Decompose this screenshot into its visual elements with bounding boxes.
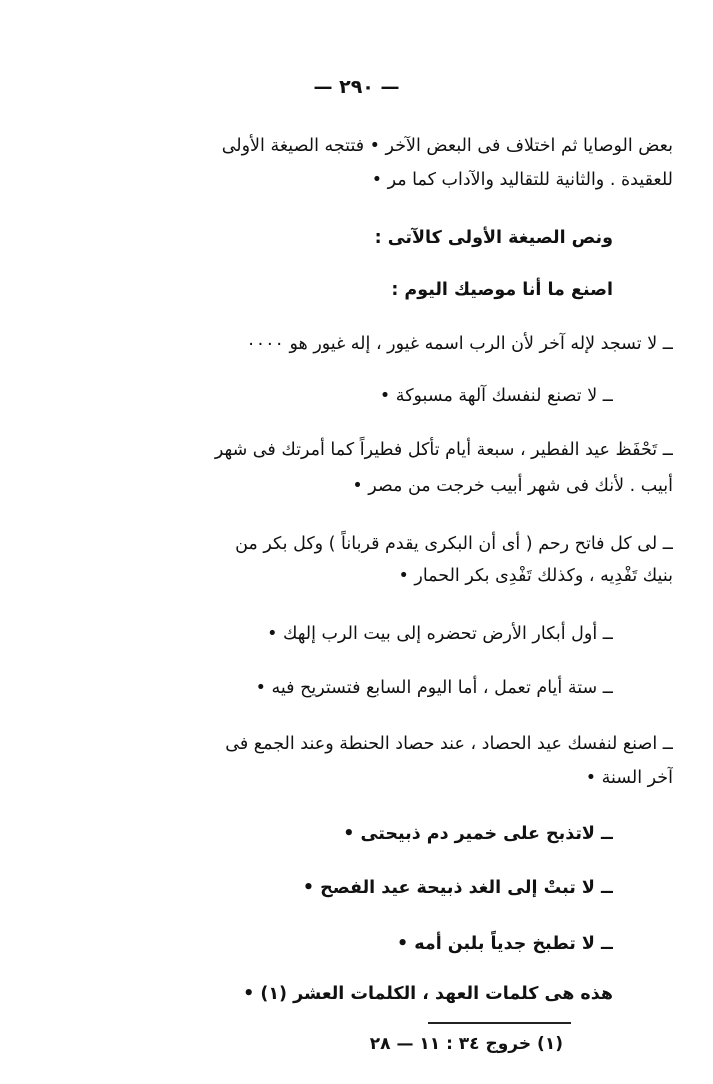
footnote: (١) خروج ٣٤ : ١١ — ٢٨ bbox=[369, 1034, 563, 1054]
text-line: ــ لا تسجد لإله آخر لأن الرب اسمه غيور ، إله غيور هو ٠٠٠٠ bbox=[246, 334, 673, 354]
page-number: — ٢٩٠ — bbox=[313, 76, 400, 98]
text-line: ــ أول أبكار الأرض تحضره إلى بيت الرب إلهك • bbox=[267, 624, 613, 644]
text-line: ــ لا تصنع لنفسك آلهة مسبوكة • bbox=[379, 386, 613, 406]
text-line: ــ ستة أيام تعمل ، أما اليوم السابع فتستريح فيه • bbox=[255, 678, 613, 698]
text-line: ــ لا تطبخ جدياً بلبن أمه • bbox=[396, 934, 613, 954]
text-line: بنيك تَفْدِيه ، وكذلك تَفْدِى بكر الحمار • bbox=[398, 566, 673, 586]
text-line: آخر السنة • bbox=[585, 768, 673, 788]
text-line: للعقيدة . والثانية للتقاليد والآداب كما مر • bbox=[371, 170, 673, 190]
text-line: ــ تَحْفَظ عيد الفطير ، سبعة أيام تأكل فطيراً كما أمرتك فى شهر bbox=[214, 440, 673, 460]
text-line: اصنع ما أنا موصيك اليوم : bbox=[391, 280, 613, 300]
text-line: ــ لى كل فاتح رحم ( أى أن البكرى يقدم قرباناً ) وكل بكر من bbox=[235, 534, 673, 554]
text-line: ــ لاتذبح على خمير دم ذبيحتى • bbox=[343, 824, 613, 844]
text-line: ونص الصيغة الأولى كالآتى : bbox=[374, 228, 613, 248]
text-line: بعض الوصايا ثم اختلاف فى البعض الآخر • فتتجه الصيغة الأولى bbox=[221, 136, 673, 156]
text-line: هذه هى كلمات العهد ، الكلمات العشر (١) • bbox=[243, 984, 613, 1004]
text-line: ــ اصنع لنفسك عيد الحصاد ، عند حصاد الحنطة وعند الجمع فى bbox=[225, 734, 673, 754]
text-line: ــ لا تبتْ إلى الغد ذبيحة عيد الفصح • bbox=[302, 878, 613, 898]
text-line: أبيب . لأنك فى شهر أبيب خرجت من مصر • bbox=[352, 476, 673, 496]
footnote-divider bbox=[428, 1022, 571, 1024]
